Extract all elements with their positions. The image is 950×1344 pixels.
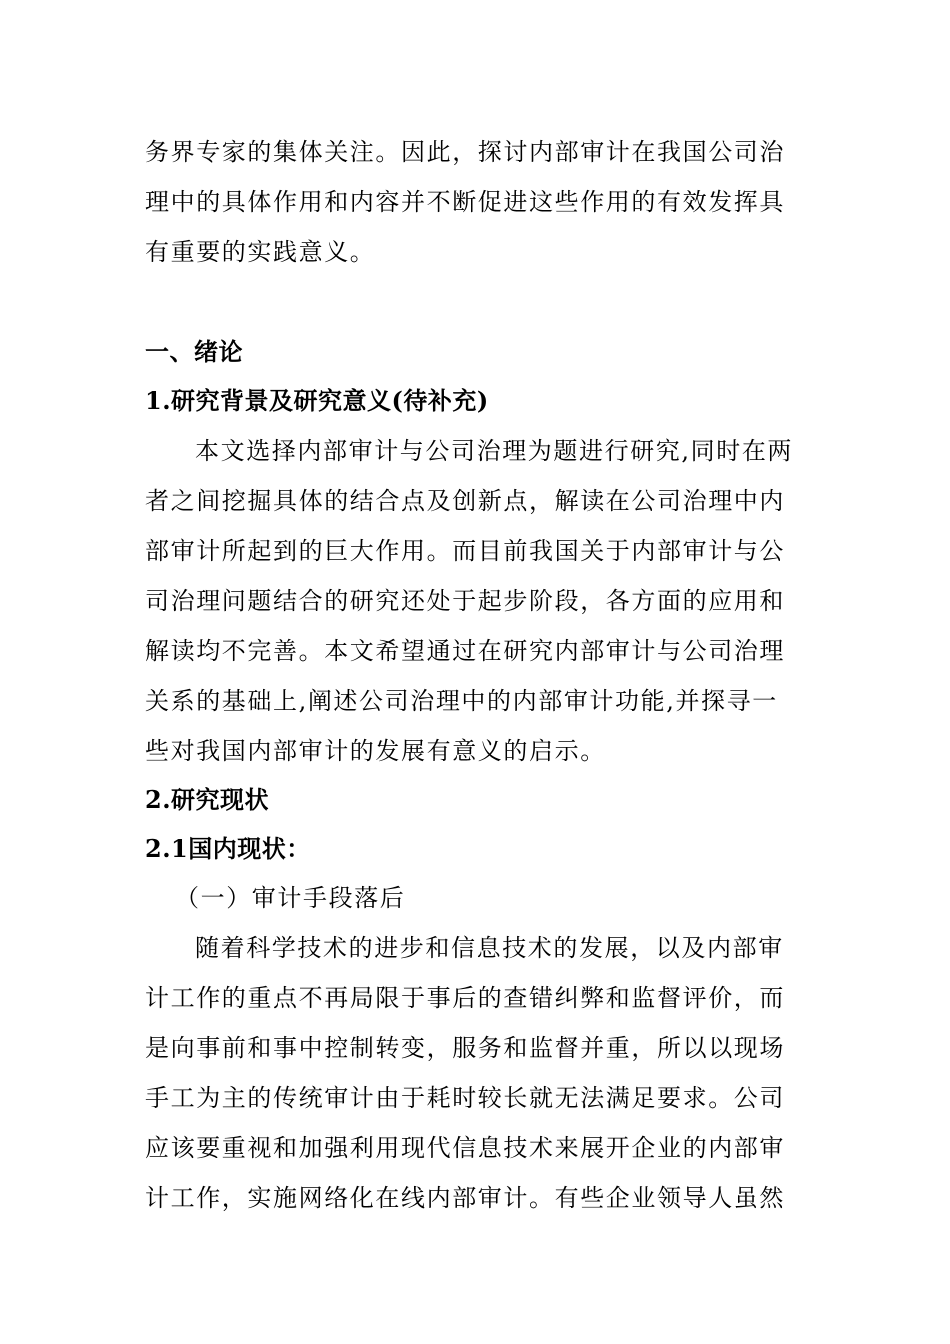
paragraph-1-line-4: 司治理问题结合的研究还处于起步阶段，各方面的应用和 (145, 587, 785, 615)
paragraph-2-line-4: 手工为主的传统审计由于耗时较长就无法满足要求。公司 (145, 1084, 785, 1112)
paragraph-1-line-1: 本文选择内部审计与公司治理为题进行研究,同时在两 (195, 437, 794, 465)
paragraph-2-line-2: 计工作的重点不再局限于事后的查错纠弊和监督评价，而 (145, 984, 785, 1012)
paragraph-2-line-6: 计工作，实施网络化在线内部审计。有些企业领导人虽然 (145, 1184, 785, 1212)
paragraph-2-line-1: 随着科学技术的进步和信息技术的发展，以及内部审 (195, 934, 784, 962)
subsection-2-1-title: 2.1国内现状： (145, 834, 311, 863)
paragraph-1-line-7: 些对我国内部审计的发展有意义的启示。 (145, 737, 606, 765)
subsection-2-title: 2.研究现状 (145, 785, 270, 814)
intro-line-3: 有重要的实践意义。 (145, 238, 376, 266)
intro-line-1: 务界专家的集体关注。因此，探讨内部审计在我国公司治 (145, 138, 785, 166)
paragraph-1-line-3: 部审计所起到的巨大作用。而目前我国关于内部审计与公 (145, 537, 785, 565)
section-1-title: 一、绪论 (145, 337, 243, 366)
intro-line-2: 理中的具体作用和内容并不断促进这些作用的有效发挥具 (145, 188, 785, 216)
paragraph-1-line-5: 解读均不完善。本文希望通过在研究内部审计与公司治理 (145, 637, 785, 665)
paragraph-2-line-3: 是向事前和事中控制转变，服务和监督并重，所以以现场 (145, 1034, 785, 1062)
paragraph-2-line-5: 应该要重视和加强利用现代信息技术来展开企业的内部审 (145, 1134, 785, 1162)
paragraph-1-line-6: 关系的基础上,阐述公司治理中的内部审计功能,并探寻一 (145, 687, 778, 715)
subsection-1-title: 1.研究背景及研究意义(待补充) (145, 386, 489, 415)
paragraph-1-line-2: 者之间挖掘具体的结合点及创新点，解读在公司治理中内 (145, 487, 785, 515)
item-1-title: （一）审计手段落后 (175, 884, 406, 912)
